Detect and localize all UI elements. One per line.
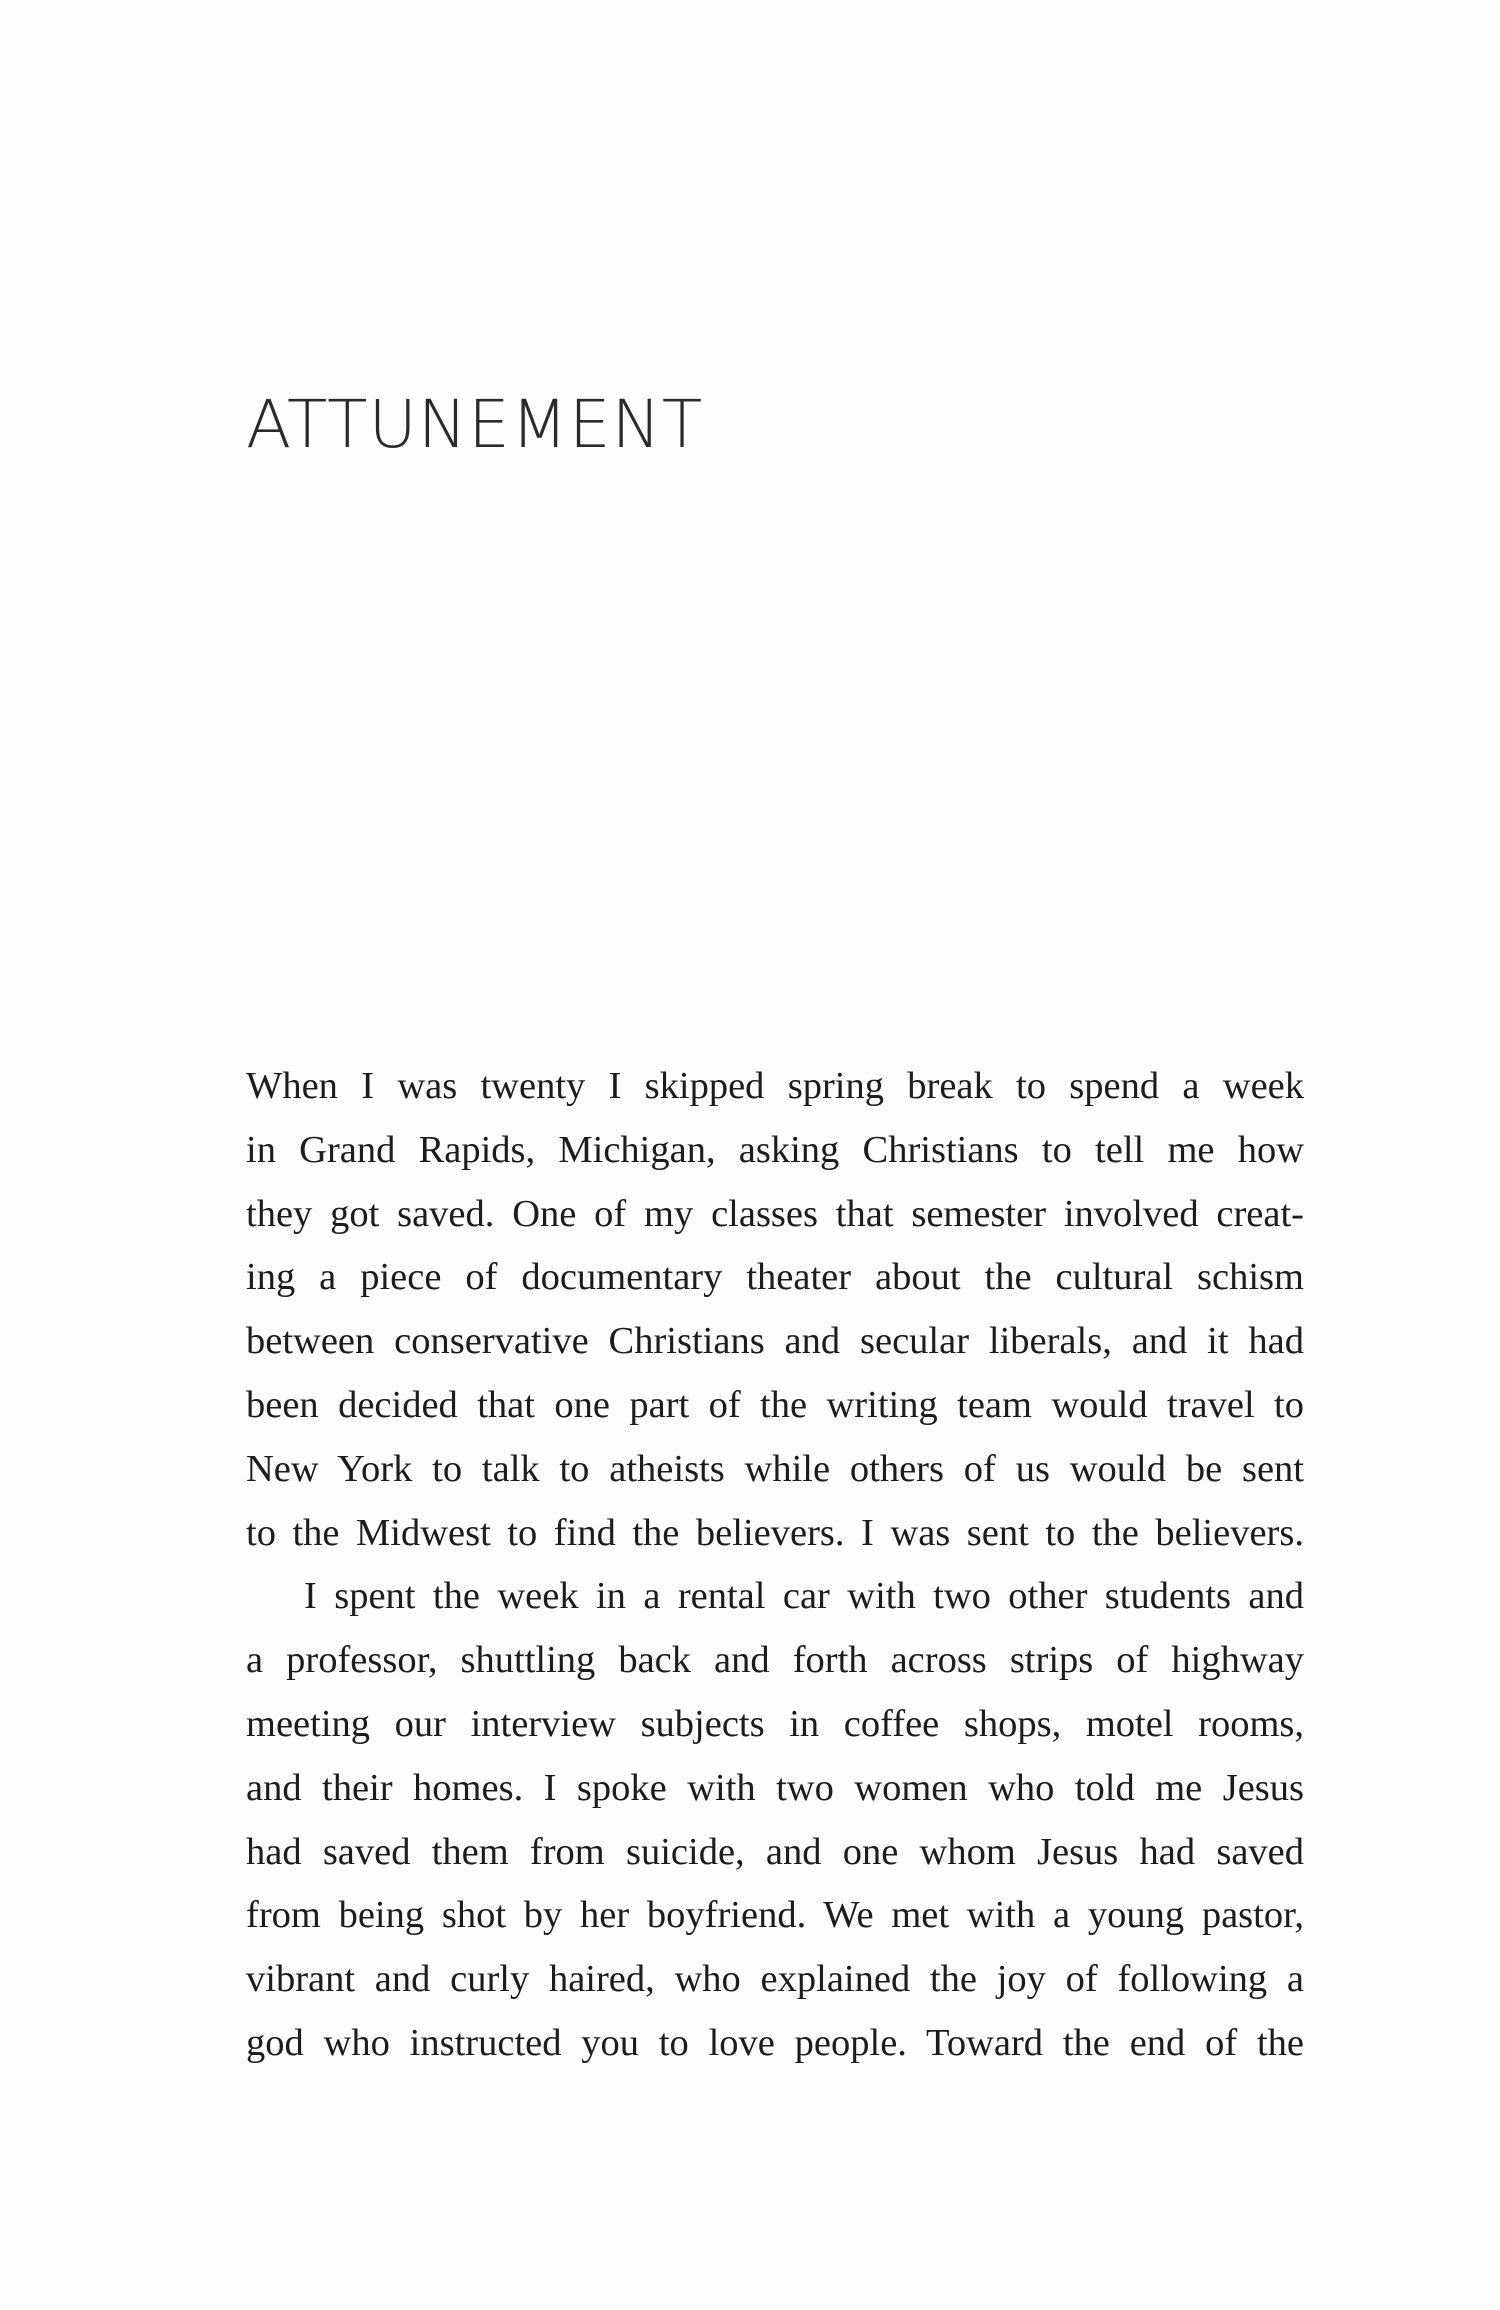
text-line: vibrant and curly haired, who explained the joy of following a (246, 1958, 1304, 2001)
text-line: a professor, shuttling back and forth across strips of highway (246, 1639, 1304, 1682)
text-line: been decided that one part of the writing team would travel to (246, 1383, 1304, 1426)
paragraph-2 (246, 1565, 1304, 2075)
text-line: to the Midwest to find the believers. I was sent to the believers. (246, 1511, 1304, 1554)
text-line: in Grand Rapids, Michigan, asking Christians to tell me how (246, 1128, 1304, 1171)
text-line: When I was twenty I skipped spring break to spend a week (246, 1065, 1304, 1107)
text-line: meeting our interview subjects in coffee shops, motel rooms, (246, 1702, 1304, 1745)
text-line: they got saved. One of my classes that semester involved creat- (246, 1192, 1304, 1235)
text-line: and their homes. I spoke with two women who told me Jesus (246, 1766, 1304, 1809)
text-line: from being shot by her boyfriend. We met with a young pastor, (246, 1894, 1304, 1937)
text-line: I spent the week in a rental car with two other students and (304, 1575, 1304, 1618)
paragraph-1 (246, 1055, 1304, 1565)
text-line: ing a piece of documentary theater about the cultural schism (246, 1256, 1304, 1299)
chapter-title: ATTUNEMENT (246, 386, 704, 463)
text-line: New York to talk to atheists while others of us would be sent (246, 1447, 1304, 1490)
text-line: god who instructed you to love people. Toward the end of the (246, 2021, 1304, 2064)
text-line: between conservative Christians and secular liberals, and it had (246, 1320, 1304, 1363)
text-line: had saved them from suicide, and one whom Jesus had saved (246, 1830, 1304, 1873)
body-text (246, 1055, 1304, 2076)
